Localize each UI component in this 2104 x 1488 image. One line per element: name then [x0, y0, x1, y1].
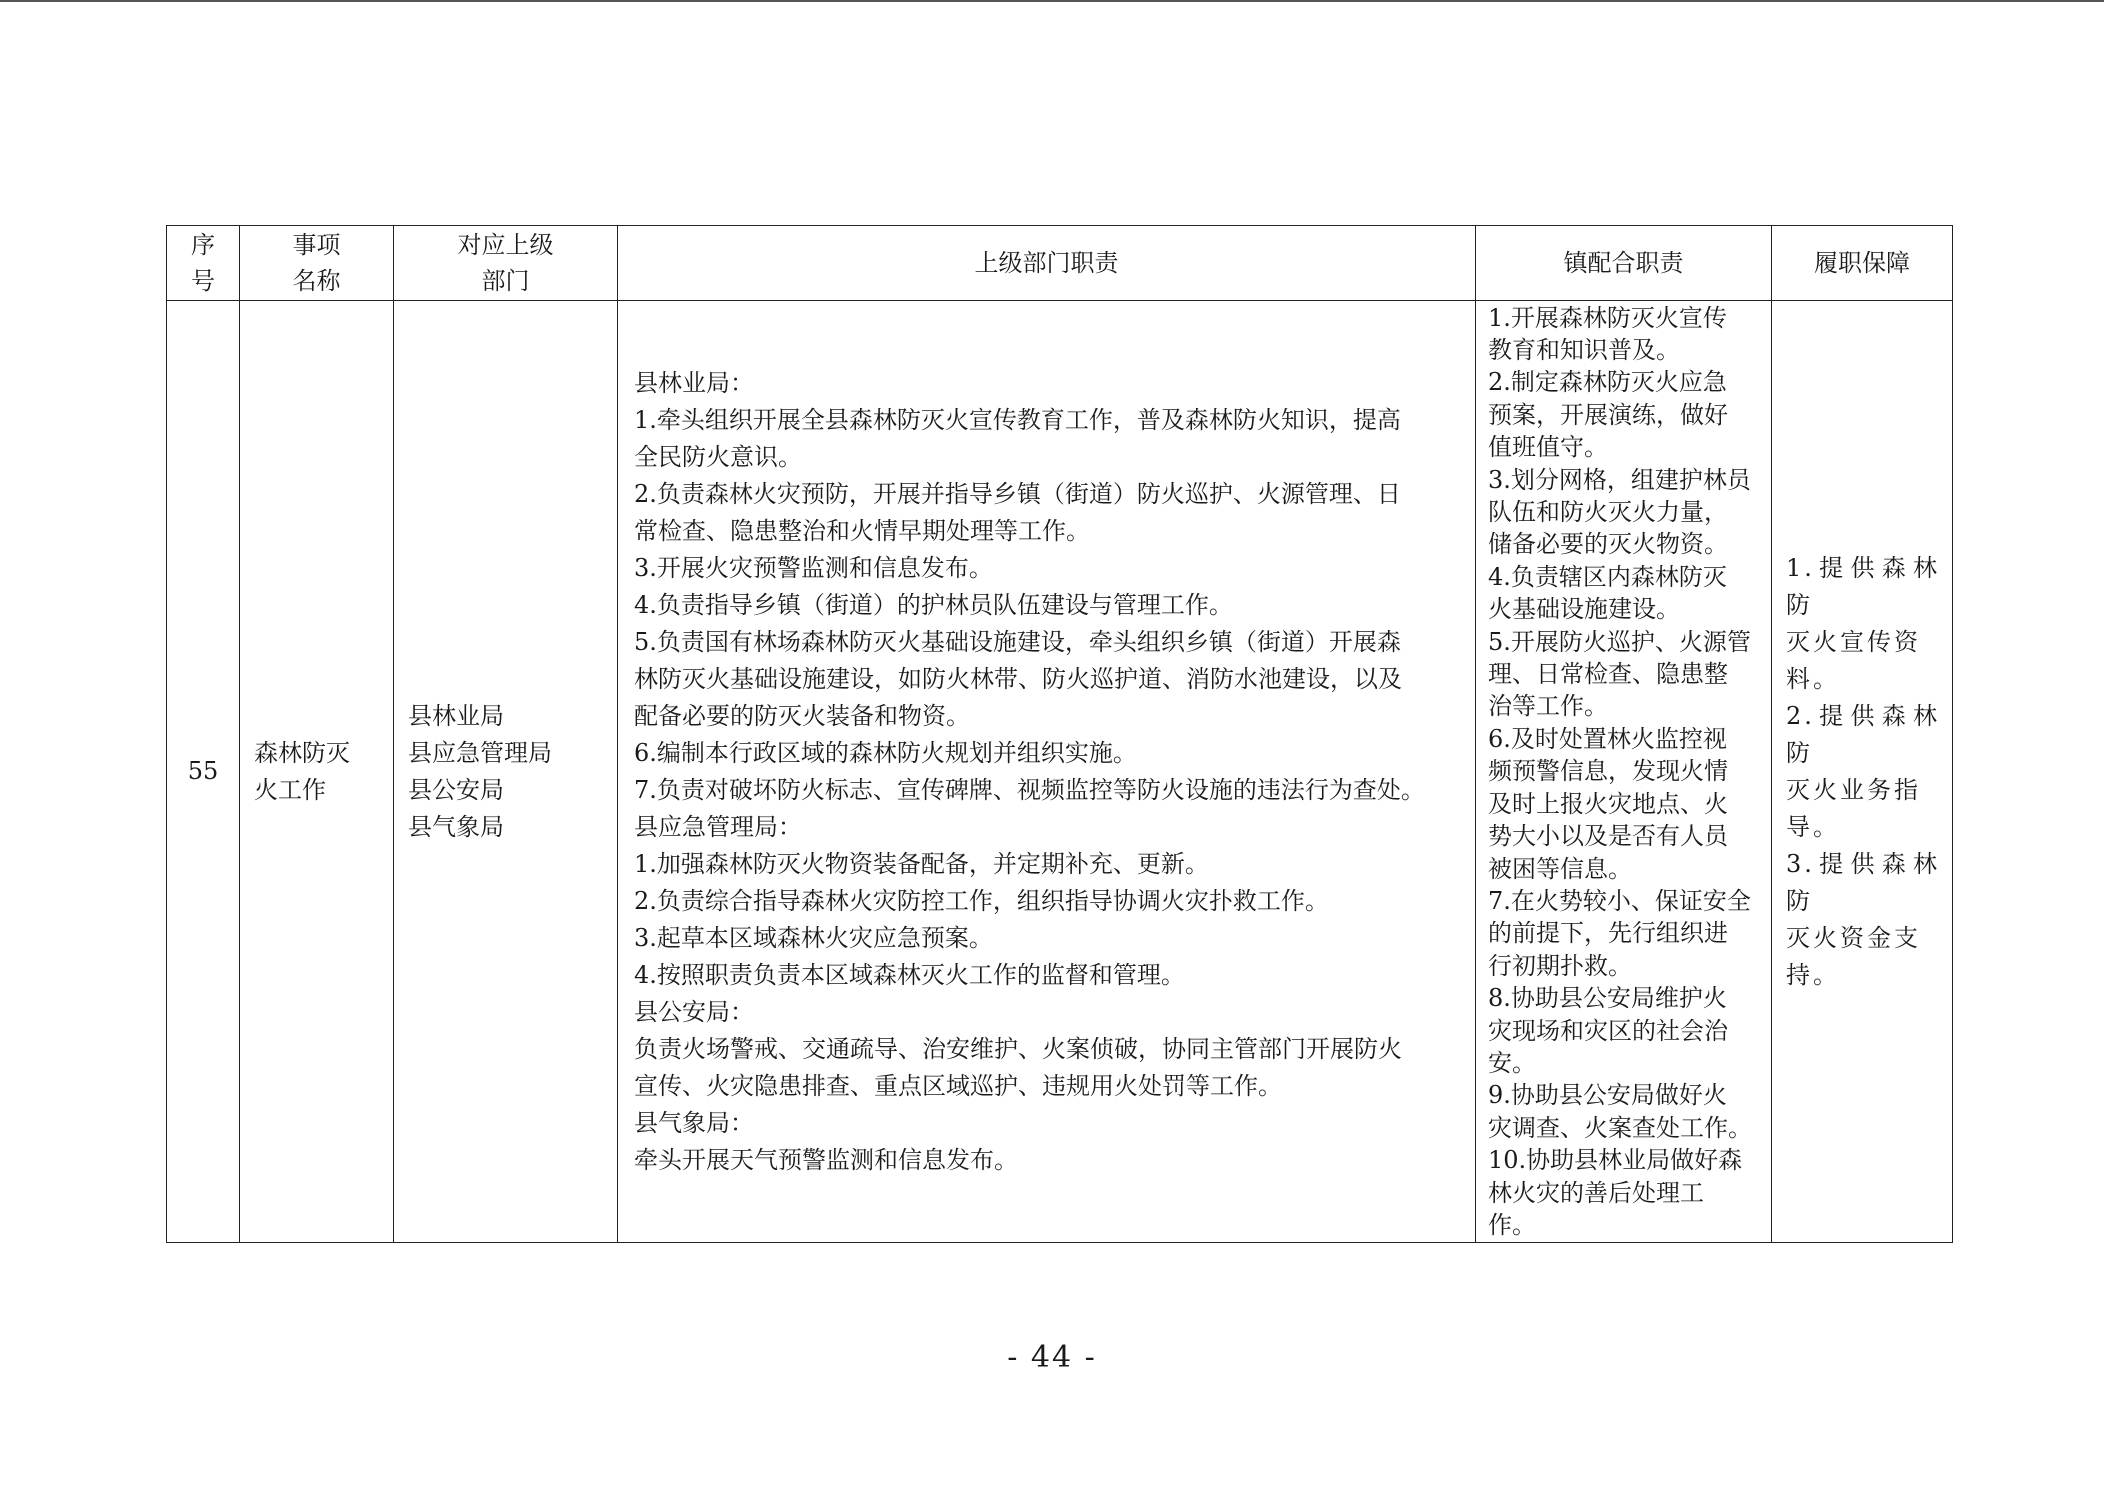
- cell-town-duties: 1.开展森林防灭火宣传 教育和知识普及。 2.制定森林防灭火应急 预案，开展演练，做好 值班值守。 3.划分网格，组建护林员 队伍和防火灭火力量， 储备必要的灭火物资。 4.负责辖区内森林防灭 火基础设施建设。 5.开展防火巡护、火源管 理、日常检查、隐患整 治等工作。 6.及时处置林火监控视 频预警信息，发现火情 及时上报火灾地点、火 势大小以及是否有人员 被困等信息。 7.在火势较小、保证安全 的前提下，先行组织进 行初期扑救。 8.协助县公安局维护火 灾现场和灾区的社会治 安。 9.协助县公安局做好火 灾调查、火案查处工作。 10.协助县林业局做好森 林火灾的善后处理工 作。: [1476, 301, 1772, 1243]
- cell-guarantee: 1.提供森林防 灭火宣传资 料。 2.提供森林防 灭火业务指 导。 3.提供森林防 灭火资金支 持。: [1772, 301, 1953, 1243]
- cell-superior-dept: 县林业局 县应急管理局 县公安局 县气象局: [394, 301, 618, 1243]
- header-item-name: 事项 名称: [240, 226, 394, 301]
- cell-item-name: 森林防灭 火工作: [240, 301, 394, 1243]
- header-town-duties: 镇配合职责: [1476, 226, 1772, 301]
- duty-table: [166, 225, 1953, 1243]
- top-border-line: [0, 0, 2104, 2]
- header-superior-dept: 对应上级 部门: [394, 226, 618, 301]
- table-row: [167, 301, 1953, 1243]
- table-header-row: [167, 226, 1953, 301]
- cell-seq: 55: [167, 301, 240, 1243]
- header-superior-duties: 上级部门职责: [618, 226, 1476, 301]
- header-guarantee: 履职保障: [1772, 226, 1953, 301]
- header-seq: 序 号: [167, 226, 240, 301]
- page-number: - 44 -: [1007, 1340, 1097, 1375]
- cell-superior-duties: 县林业局： 1.牵头组织开展全县森林防灭火宣传教育工作，普及森林防火知识，提高 全民防火意识。 2.负责森林火灾预防，开展并指导乡镇（街道）防火巡护、火源管理、日 常检查、隐患整治和火情早期处理等工作。 3.开展火灾预警监测和信息发布。 4.负责指导乡镇（街道）的护林员队伍建设与管理工作。 5.负责国有林场森林防灭火基础设施建设，牵头组织乡镇（街道）开展森 林防灭火基础设施建设，如防火林带、防火巡护道、消防水池建设，以及 配备必要的防灭火装备和物资。 6.编制本行政区域的森林防火规划并组织实施。 7.负责对破坏防火标志、宣传碑牌、视频监控等防火设施的违法行为查处。 县应急管理局： 1.加强森林防灭火物资装备配备，并定期补充、更新。 2.负责综合指导森林火灾防控工作，组织指导协调火灾扑救工作。 3.起草本区域森林火灾应急预案。 4.按照职责负责本区域森林灭火工作的监督和管理。 县公安局： 负责火场警戒、交通疏导、治安维护、火案侦破，协同主管部门开展防火 宣传、火灾隐患排查、重点区域巡护、违规用火处罚等工作。 县气象局： 牵头开展天气预警监测和信息发布。: [618, 301, 1476, 1243]
